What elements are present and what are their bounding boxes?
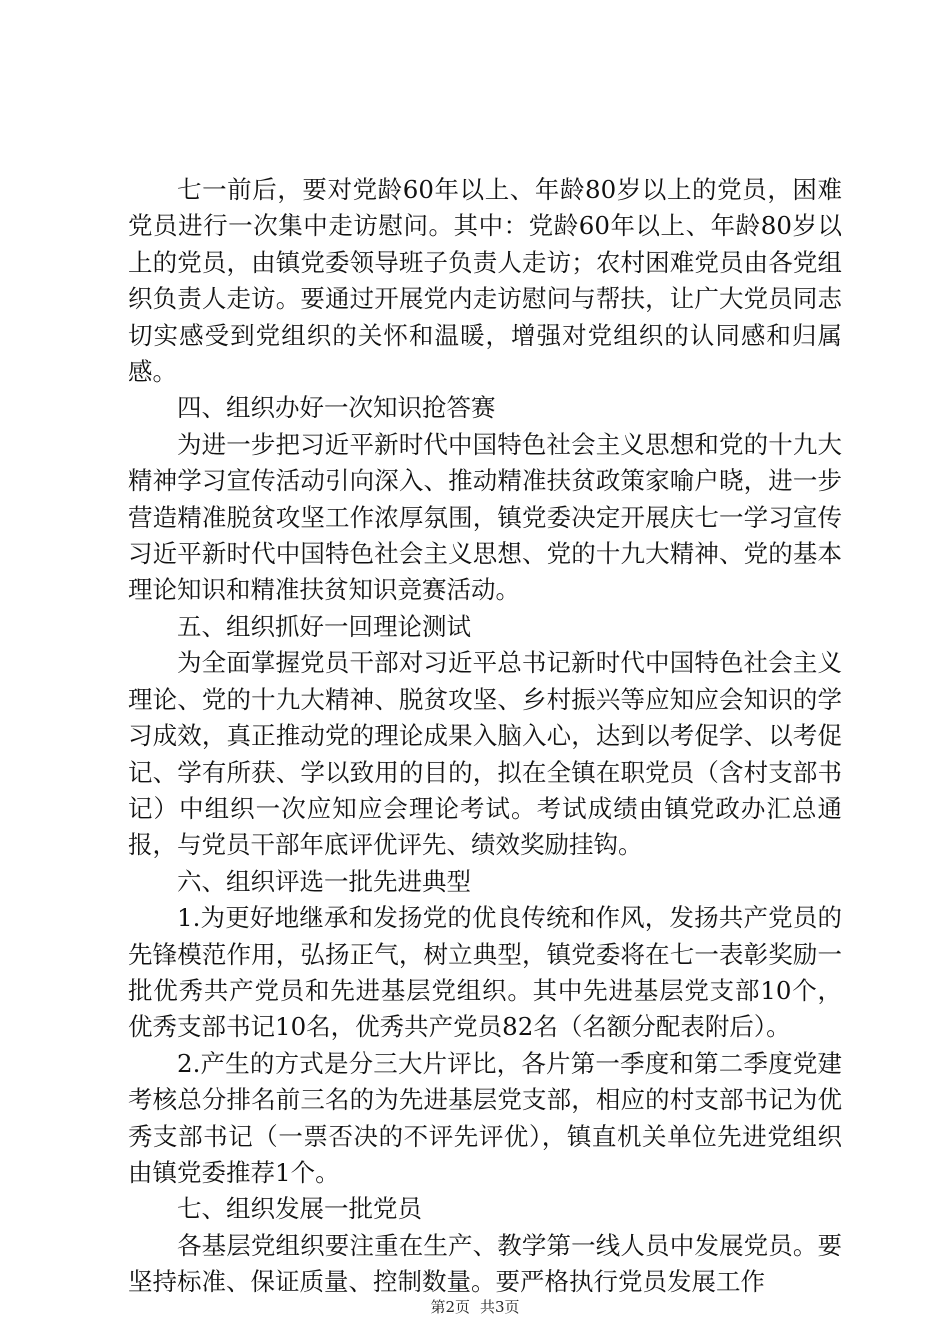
paragraph-theory-test: 为全面掌握党员干部对习近平总书记新时代中国特色社会主义理论、党的十九大精神、脱贫攻坚、乡村振兴等应知应会知识的学习成效，真正推动党的理论成果入脑入心，达到以考促学、以考促记、学有所获、学以致用的目的，拟在全镇在职党员（含村支部书记）中组织一次应知应会理论考试。考试成绩由镇党政办汇总通报，与党员干部年底评优评先、绩效奖励挂钩。 xyxy=(128,648,842,860)
page-footer xyxy=(0,1297,950,1317)
paragraph-visit-elderly-members: 七一前后，要对党龄60年以上、年龄80岁以上的党员，困难党员进行一次集中走访慰问。其中：党龄60年以上、年龄80岁以上的党员，由镇党委领导班子负责人走访；农村困难党员由各党组织负责人走访。要通过开展党内走访慰问与帮扶，让广大党员同志切实感受到党组织的关怀和温暖，增强对党组织的认同感和归属感。 xyxy=(128,175,842,387)
section-heading-develop-members: 七、组织发展一批党员 xyxy=(177,1194,422,1224)
paragraph-advanced-models-2: 2.产生的方式是分三大片评比，各片第一季度和第二季度党建考核总分排名前三名的为先进基层党支部，相应的村支部书记为优秀支部书记（一票否决的不评先评优），镇直机关单位先进党组织由镇党委推荐1个。 xyxy=(128,1048,842,1187)
section-heading-advanced-models: 六、组织评选一批先进典型 xyxy=(177,866,471,896)
paragraph-quiz: 为进一步把习近平新时代中国特色社会主义思想和党的十九大精神学习宣传活动引向深入、推动精准扶贫政策家喻户晓，进一步营造精准脱贫攻坚工作浓厚氛围，镇党委决定开展庆七一学习宣传习近平新时代中国特色社会主义思想、党的十九大精神、党的基本理论知识和精准扶贫知识竞赛活动。 xyxy=(128,429,842,605)
page-number: 第2页 xyxy=(430,1298,470,1316)
paragraph-advanced-models-1: 1.为更好地继承和发扬党的优良传统和作风，发扬共产党员的先锋模范作用，弘扬正气，树立典型，镇党委将在七一表彰奖励一批优秀共产党员和先进基层党组织。其中先进基层党支部10个，优秀支部书记10名，优秀共产党员82名（名额分配表附后）。 xyxy=(128,903,842,1042)
document-body xyxy=(128,172,842,1301)
page-total: 共3页 xyxy=(480,1298,520,1316)
section-heading-theory-test: 五、组织抓好一回理论测试 xyxy=(177,611,471,641)
paragraph-develop-members: 各基层党组织要注重在生产、教学第一线人员中发展党员。要坚持标准、保证质量、控制数量。要严格执行党员发展工作 xyxy=(128,1230,842,1297)
section-heading-quiz: 四、组织办好一次知识抢答赛 xyxy=(177,393,496,423)
